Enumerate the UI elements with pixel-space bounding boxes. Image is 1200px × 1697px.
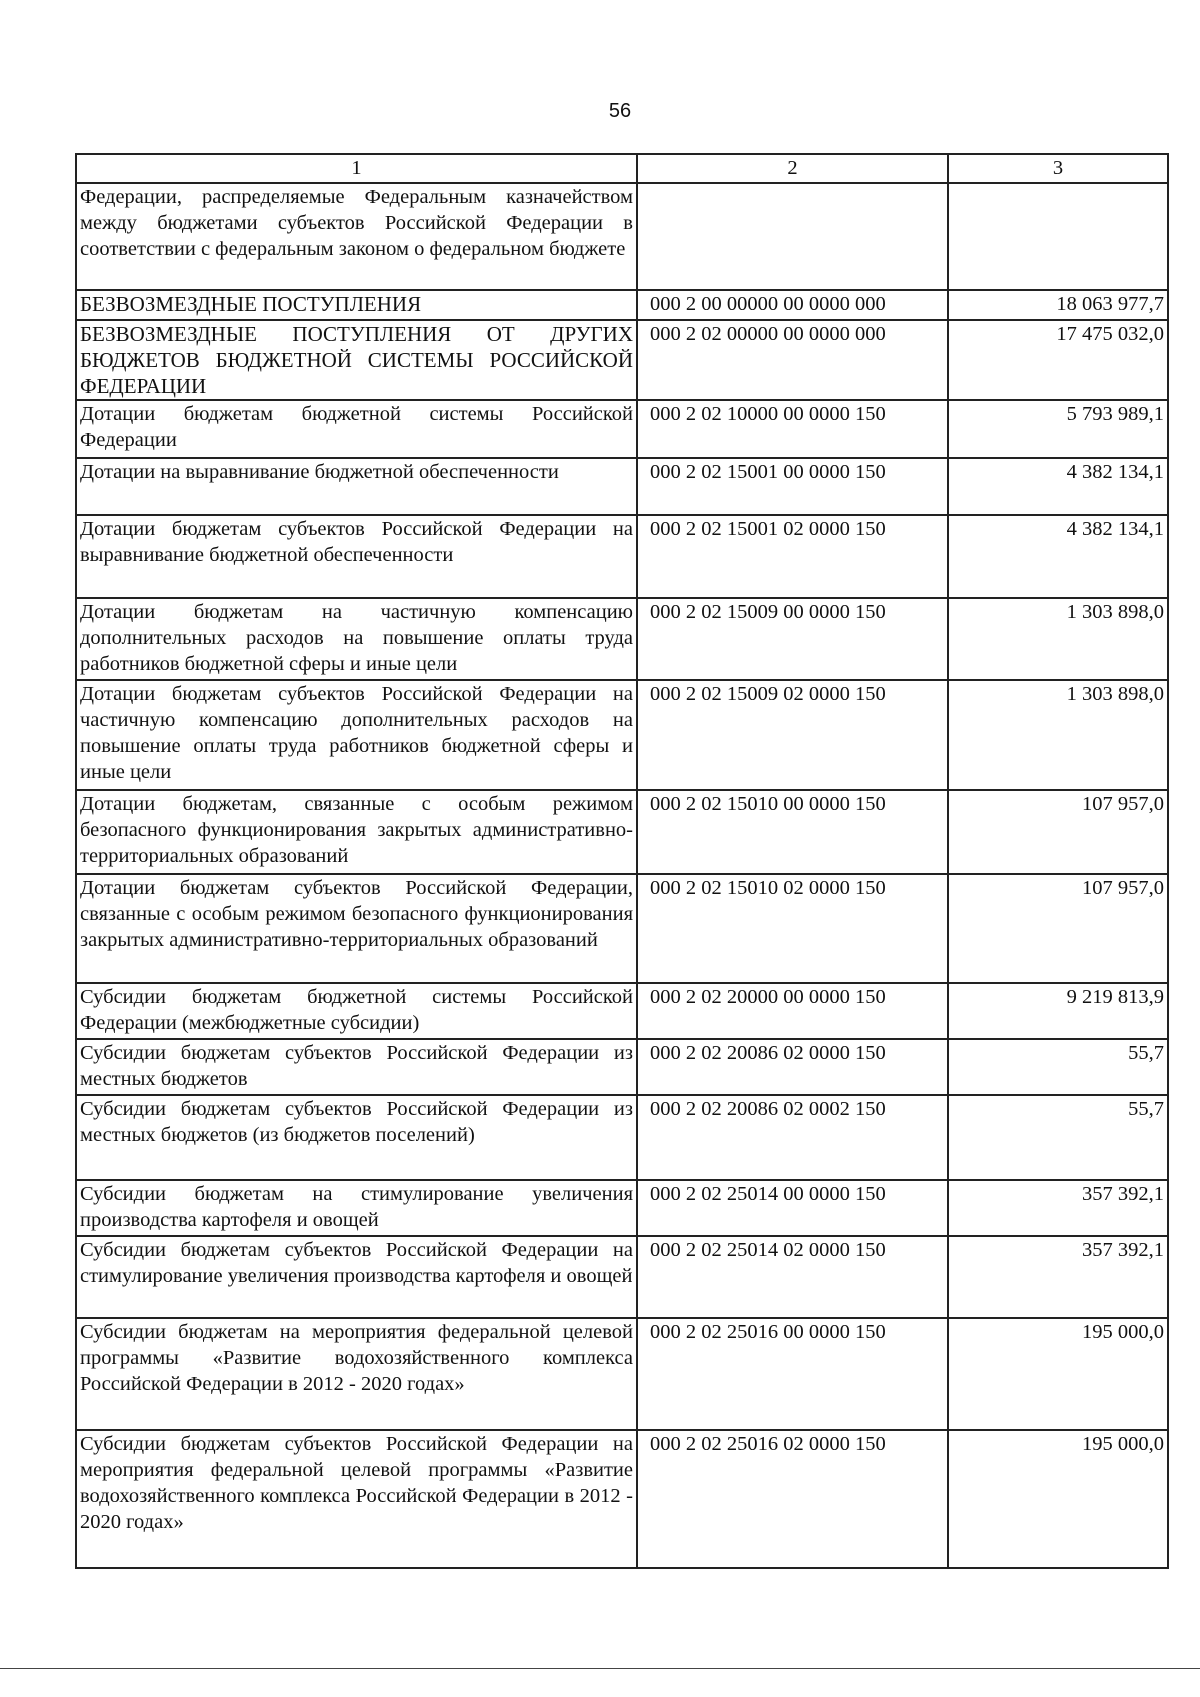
table-row — [76, 598, 1168, 680]
revenue-name: БЕЗВОЗМЕЗДНЫЕ ПОСТУПЛЕНИЯ ОТ ДРУГИХ БЮДЖЕТОВ БЮДЖЕТНОЙ СИСТЕМЫ РОССИЙСКОЙ ФЕДЕРАЦИИ — [76, 320, 637, 400]
revenue-name: Дотации бюджетам субъектов Российской Федерации на выравнивание бюджетной обеспеченности — [76, 515, 637, 598]
revenue-amount: 18 063 977,7 — [948, 290, 1168, 320]
revenue-name: Дотации бюджетам бюджетной системы Российской Федерации — [76, 400, 637, 458]
table-row — [76, 1180, 1168, 1236]
budget-classification-code: 000 2 02 00000 00 0000 000 — [637, 320, 948, 400]
table-row — [76, 1095, 1168, 1180]
table-row — [76, 1430, 1168, 1568]
revenue-name: Субсидии бюджетам бюджетной системы Российской Федерации (межбюджетные субсидии) — [76, 983, 637, 1039]
table-row — [76, 320, 1168, 400]
revenue-name: БЕЗВОЗМЕЗДНЫЕ ПОСТУПЛЕНИЯ — [76, 290, 637, 320]
revenue-amount: 1 303 898,0 — [948, 680, 1168, 790]
revenue-name: Федерации, распределяемые Федеральным казначейством между бюджетами субъектов Российской Федерации в соответствии с федеральным законом о федеральном бюджете — [76, 183, 637, 290]
revenue-amount: 4 382 134,1 — [948, 458, 1168, 515]
budget-classification-code: 000 2 02 15001 00 0000 150 — [637, 458, 948, 515]
table-row — [76, 400, 1168, 458]
budget-classification-code: 000 2 02 25014 00 0000 150 — [637, 1180, 948, 1236]
budget-classification-code: 000 2 02 10000 00 0000 150 — [637, 400, 948, 458]
table-header-row — [76, 154, 1168, 183]
revenue-amount: 107 957,0 — [948, 790, 1168, 874]
budget-classification-code: 000 2 02 15009 00 0000 150 — [637, 598, 948, 680]
revenue-name: Субсидии бюджетам субъектов Российской Федерации из местных бюджетов — [76, 1039, 637, 1095]
column-header-code: 2 — [637, 154, 948, 183]
revenue-name: Субсидии бюджетам на мероприятия федеральной целевой программы «Развитие водохозяйственного комплекса Российской Федерации в 2012 - 2020 годах» — [76, 1318, 637, 1430]
revenue-name: Дотации бюджетам субъектов Российской Федерации, связанные с особым режимом безопасного функционирования закрытых административно-территориальных образований — [76, 874, 637, 983]
revenue-amount: 4 382 134,1 — [948, 515, 1168, 598]
table-row — [76, 1318, 1168, 1430]
revenue-name: Дотации бюджетам субъектов Российской Федерации на частичную компенсацию дополнительных расходов на повышение оплаты труда работников бюджетной сферы и иные цели — [76, 680, 637, 790]
table-row — [76, 983, 1168, 1039]
budget-classification-code: 000 2 00 00000 00 0000 000 — [637, 290, 948, 320]
page-number: 56 — [608, 100, 632, 122]
revenue-amount — [948, 183, 1168, 290]
budget-classification-code: 000 2 02 15001 02 0000 150 — [637, 515, 948, 598]
revenue-name: Дотации на выравнивание бюджетной обеспеченности — [76, 458, 637, 515]
budget-classification-code: 000 2 02 15010 02 0000 150 — [637, 874, 948, 983]
budget-classification-code: 000 2 02 15010 00 0000 150 — [637, 790, 948, 874]
table-row — [76, 515, 1168, 598]
revenue-amount: 9 219 813,9 — [948, 983, 1168, 1039]
revenue-name: Дотации бюджетам, связанные с особым режимом безопасного функционирования закрытых административно-территориальных образований — [76, 790, 637, 874]
table-row — [76, 874, 1168, 983]
revenue-name: Субсидии бюджетам субъектов Российской Федерации на мероприятия федеральной целевой программы «Развитие водохозяйственного комплекса Российской Федерации в 2012 - 2020 годах» — [76, 1430, 637, 1568]
budget-revenue-table — [75, 153, 1169, 1569]
revenue-name: Дотации бюджетам на частичную компенсацию дополнительных расходов на повышение оплаты труда работников бюджетной сферы и иные цели — [76, 598, 637, 680]
table-row — [76, 1236, 1168, 1318]
table-row — [76, 183, 1168, 290]
table-row — [76, 790, 1168, 874]
column-header-amount: 3 — [948, 154, 1168, 183]
revenue-amount: 5 793 989,1 — [948, 400, 1168, 458]
table-row — [76, 680, 1168, 790]
revenue-name: Субсидии бюджетам субъектов Российской Федерации на стимулирование увеличения производства картофеля и овощей — [76, 1236, 637, 1318]
revenue-amount: 357 392,1 — [948, 1180, 1168, 1236]
budget-classification-code: 000 2 02 20000 00 0000 150 — [637, 983, 948, 1039]
revenue-amount: 55,7 — [948, 1095, 1168, 1180]
revenue-amount: 17 475 032,0 — [948, 320, 1168, 400]
revenue-amount: 195 000,0 — [948, 1318, 1168, 1430]
revenue-amount: 357 392,1 — [948, 1236, 1168, 1318]
revenue-amount: 107 957,0 — [948, 874, 1168, 983]
revenue-name: Субсидии бюджетам на стимулирование увеличения производства картофеля и овощей — [76, 1180, 637, 1236]
budget-classification-code: 000 2 02 20086 02 0002 150 — [637, 1095, 948, 1180]
table-row — [76, 290, 1168, 320]
revenue-name: Субсидии бюджетам субъектов Российской Федерации из местных бюджетов (из бюджетов поселений) — [76, 1095, 637, 1180]
table-row — [76, 1039, 1168, 1095]
column-header-name: 1 — [76, 154, 637, 183]
revenue-amount: 55,7 — [948, 1039, 1168, 1095]
page-bottom-rule — [0, 1668, 1200, 1669]
budget-classification-code — [637, 183, 948, 290]
budget-classification-code: 000 2 02 15009 02 0000 150 — [637, 680, 948, 790]
budget-classification-code: 000 2 02 25016 00 0000 150 — [637, 1318, 948, 1430]
budget-classification-code: 000 2 02 20086 02 0000 150 — [637, 1039, 948, 1095]
budget-classification-code: 000 2 02 25014 02 0000 150 — [637, 1236, 948, 1318]
table-row — [76, 458, 1168, 515]
revenue-amount: 1 303 898,0 — [948, 598, 1168, 680]
budget-classification-code: 000 2 02 25016 02 0000 150 — [637, 1430, 948, 1568]
revenue-amount: 195 000,0 — [948, 1430, 1168, 1568]
